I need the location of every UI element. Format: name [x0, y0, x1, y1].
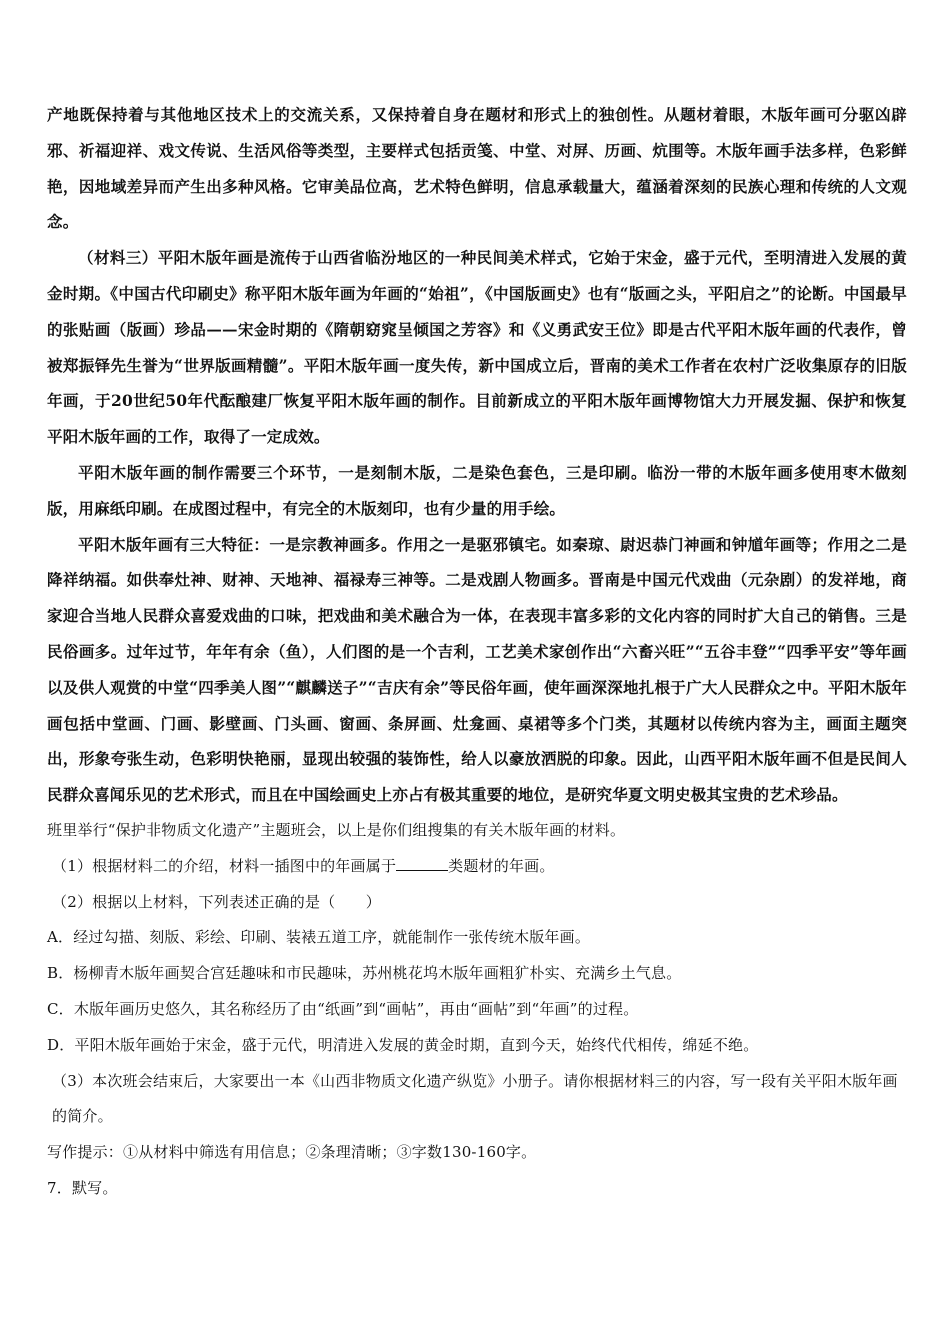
document-page: [47, 97, 907, 1207]
question-3: （3）本次班会结束后，大家要出一本《山西非物质文化遗产纵览》小册子。请你根据材料三的内容，写一段有关平阳木版年画的简介。: [52, 1071, 898, 1126]
material-three-paragraph-2: 平阳木版年画的制作需要三个环节，一是刻制木版，二是染色套色，三是印刷。临汾一带的木版年画多使用枣木做刻版，用麻纸印刷。在成图过程中，有完全的木版刻印，也有少量的用手绘。: [47, 462, 907, 518]
question-1-text-before: （1）根据材料二的介绍，材料一插图中的年画属于: [52, 856, 397, 875]
writing-hint: 写作提示：①从材料中筛选有用信息；②条理清晰；③字数130-160字。: [47, 1143, 537, 1162]
material-three-paragraph-3: 平阳木版年画有三大特征：一是宗教神画多。作用之一是驱邪镇宅。如秦琼、尉迟恭门神画和钟馗年画等；作用之二是降祥纳福。如供奉灶神、财神、天地神、福禄寿三神等。二是戏剧人物画多。晋南是中国元代戏曲（元杂剧）的发祥地，商家迎合当地人民群众喜爱戏曲的口味，把戏曲和美术融合为一体，在表现丰富多彩的文化内容的同时扩大自己的销售。三是民俗画多。过年过节，年年有余（鱼），人们图的是一个吉利，工艺美术家创作出“六畜兴旺”“五谷丰登”“四季平安”等年画以及供人观赏的中堂“四季美人图”“麒麟送子”“吉庆有余”等民俗年画，使年画深深地扎根于广大人民群众之中。平阳木版年画包括中堂画、门画、影壁画、门头画、窗画、条屏画、灶龛画、桌裙等多个门类，其题材以传统内容为主，画面主题突出，形象夸张生动，色彩明快艳丽，显现出较强的装饰性，给人以豪放洒脱的印象。因此，山西平阳木版年画不但是民间人民群众喜闻乐见的艺术形式，而且在中国绘画史上亦占有极其重要的地位，是研究华夏文明史极其宝贵的艺术珍品。: [47, 534, 907, 805]
question-1-text-after: 类题材的年画。: [448, 856, 555, 875]
option-d: D．平阳木版年画始于宋金，盛于元代，明清进入发展的黄金时期，直到今天，始终代代相传，绵延不绝。: [47, 1035, 759, 1054]
option-c: C．木版年画历史悠久，其名称经历了由“纸画”到“画帖”，再由“画帖”到“年画”的过程。: [47, 999, 639, 1018]
material-two-ending: 产地既保持着与其他地区技术上的交流关系，又保持着自身在题材和形式上的独创性。从题材着眼，木版年画可分驱凶辟邪、祈福迎祥、戏文传说、生活风俗等类型，主要样式包括贡笺、中堂、对屏、历画、炕围等。木版年画手法多样，色彩鲜艳，因地域差异而产生出多种风格。它审美品位高，艺术特色鲜明，信息承载量大，蕴涵着深刻的民族心理和传统的人文观念。: [47, 105, 907, 232]
option-b: B．杨柳青木版年画契合宫廷趣味和市民趣味，苏州桃花坞木版年画粗犷朴实、充满乡土气息。: [47, 964, 682, 983]
task-intro: 班里举行“保护非物质文化遗产”主题班会，以上是你们组搜集的有关木版年画的材料。: [47, 820, 626, 839]
option-a: A．经过勾描、刻版、彩绘、印刷、装裱五道工序，就能制作一张传统木版年画。: [47, 928, 591, 947]
question-2-stem: （2）根据以上材料，下列表述正确的是（ ）: [52, 892, 381, 911]
question-1: [47, 849, 907, 885]
material-three-paragraph-1: （材料三）平阳木版年画是流传于山西省临汾地区的一种民间美术样式，它始于宋金，盛于元代，至明清进入发展的黄金时期。《中国古代印刷史》称平阳木版年画为年画的“始祖”，《中国版画史》也有“版画之头，平阳启之”的论断。中国最早的张贴画（版画）珍品——宋金时期的《隋朝窈窕呈倾国之芳容》和《义勇武安王位》即是古代平阳木版年画的代表作，曾被郑振铎先生誉为“世界版画精髓”。平阳木版年画一度失传，新中国成立后，晋南的美术工作者在农村广泛收集原存的旧版年画，于20世纪50年代酝酿建厂恢复平阳木版年画的制作。目前新成立的平阳木版年画博物馆大力开展发掘、保护和恢复平阳木版年画的工作，取得了一定成效。: [47, 248, 907, 447]
question-7: 7．默写。: [47, 1178, 118, 1197]
answer-blank[interactable]: [396, 858, 448, 871]
